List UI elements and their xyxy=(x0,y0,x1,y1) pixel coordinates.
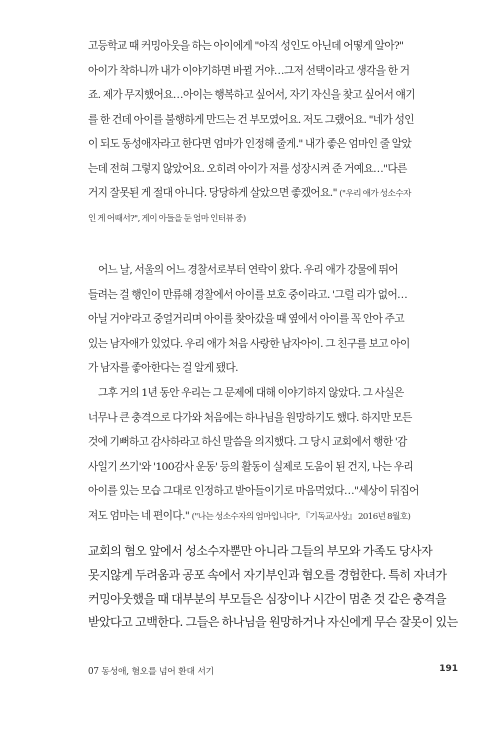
page-number: 191 xyxy=(439,664,458,674)
interview-quote xyxy=(88,34,458,231)
quote-line: 를 한 건데 아이를 불행하게 만드는 건 부모였어요. 저도 그랬어요. "네가 성인 xyxy=(88,113,414,126)
quote-source: 인 게 어때서?", 게이 아들을 둔 엄마 인터뷰 중) xyxy=(88,213,246,224)
story-line: 가 남자를 좋아한다는 걸 알게 됐다. xyxy=(88,362,238,375)
quote-line: 고등학교 때 커밍아웃을 하는 아이에게 "아직 성인도 아닌데 어떻게 알아?" xyxy=(88,40,404,52)
story-line: 들려는 걸 행인이 만류해 경찰에서 아이를 보호 중이라고. '그럴 리가 없어… xyxy=(88,288,408,301)
mother-story xyxy=(88,258,458,530)
quote-line: 는데 전혀 그렇지 않았어요. 오히려 아이가 저를 성장시켜 준 거예요…"다른 xyxy=(88,162,407,175)
quote-line-with-source xyxy=(88,181,458,207)
story-line: 그후 거의 1년 동안 우리는 그 문제에 대해 이야기하지 않았다. 그 사실은 xyxy=(98,386,404,399)
story-line: 져도 엄마는 네 편이다." xyxy=(88,509,190,522)
story-line: 아이를 있는 모습 그대로 인정하고 받아들이기로 마음먹었다…"세상이 뒤집어 xyxy=(88,485,419,498)
quote-line: 이 되도 동성애자라고 한다면 엄마가 인정해 줄게." 내가 좋은 엄마인 줄 알았 xyxy=(88,138,412,150)
quote-source: ("우리 애가 성소수자 xyxy=(339,189,411,199)
story-source: ("나는 성소수자의 엄마입니다", 『기독교사상』 2016년 8월호) xyxy=(191,511,411,522)
quote-line: 죠. 제가 무지했어요…아이는 행복하고 싶어서, 자기 자신을 찾고 싶어서 얘기 xyxy=(88,89,416,101)
body-line: 못지않게 두려움과 공포 속에서 자기부인과 혐오를 경험한다. 특히 자녀가 xyxy=(88,567,447,582)
story-line: 사일기 쓰기'와 '100감사 운동' 등의 활동이 실제로 도움이 된 건지, 나는 우리 xyxy=(88,460,414,473)
story-line: 있는 남자애가 있었다. 우리 애가 처음 사랑한 남자아이. 그 친구를 보고 아이 xyxy=(88,337,410,350)
body-line: 받았다고 고백한다. 그들은 하나님을 원망하거나 자신에게 무슨 잘못이 있는 xyxy=(88,615,458,630)
story-line: 어느 날, 서울의 어느 경찰서로부터 연락이 왔다. 우리 애가 강물에 뛰어 xyxy=(98,264,398,276)
running-head: 07 동성애, 혐오를 넘어 환대 서기 xyxy=(88,667,214,677)
body-paragraph xyxy=(88,540,460,635)
body-line: 커밍아웃했을 때 대부분의 부모들은 심장이나 시간이 멈춘 것 같은 충격을 xyxy=(88,591,447,606)
story-line: 것에 기뻐하고 감사하라고 하신 말씀을 의지했다. 그 당시 교회에서 행한 '감 xyxy=(88,436,407,449)
body-line: 교회의 혐오 앞에서 성소수자뿐만 아니라 그들의 부모와 가족도 당사자 xyxy=(88,544,433,558)
story-line: 아닐 거야'라고 중얼거리며 아이를 찾아갔을 때 옆에서 아이를 꼭 안아 주고 xyxy=(88,313,405,326)
story-line: 너무나 큰 충격으로 다가와 처음에는 하나님을 원망하기도 했다. 하지만 모든 xyxy=(88,411,412,424)
story-last-line xyxy=(88,504,458,530)
quote-line: 아이가 착하니까 내가 이야기하면 바뀔 거야…그저 선택이라고 생각을 한 거 xyxy=(88,64,410,77)
quote-line: 거지 잘못된 게 절대 아니다. 당당하게 살았으면 좋겠어요." xyxy=(88,187,337,199)
page-footer xyxy=(88,664,458,680)
